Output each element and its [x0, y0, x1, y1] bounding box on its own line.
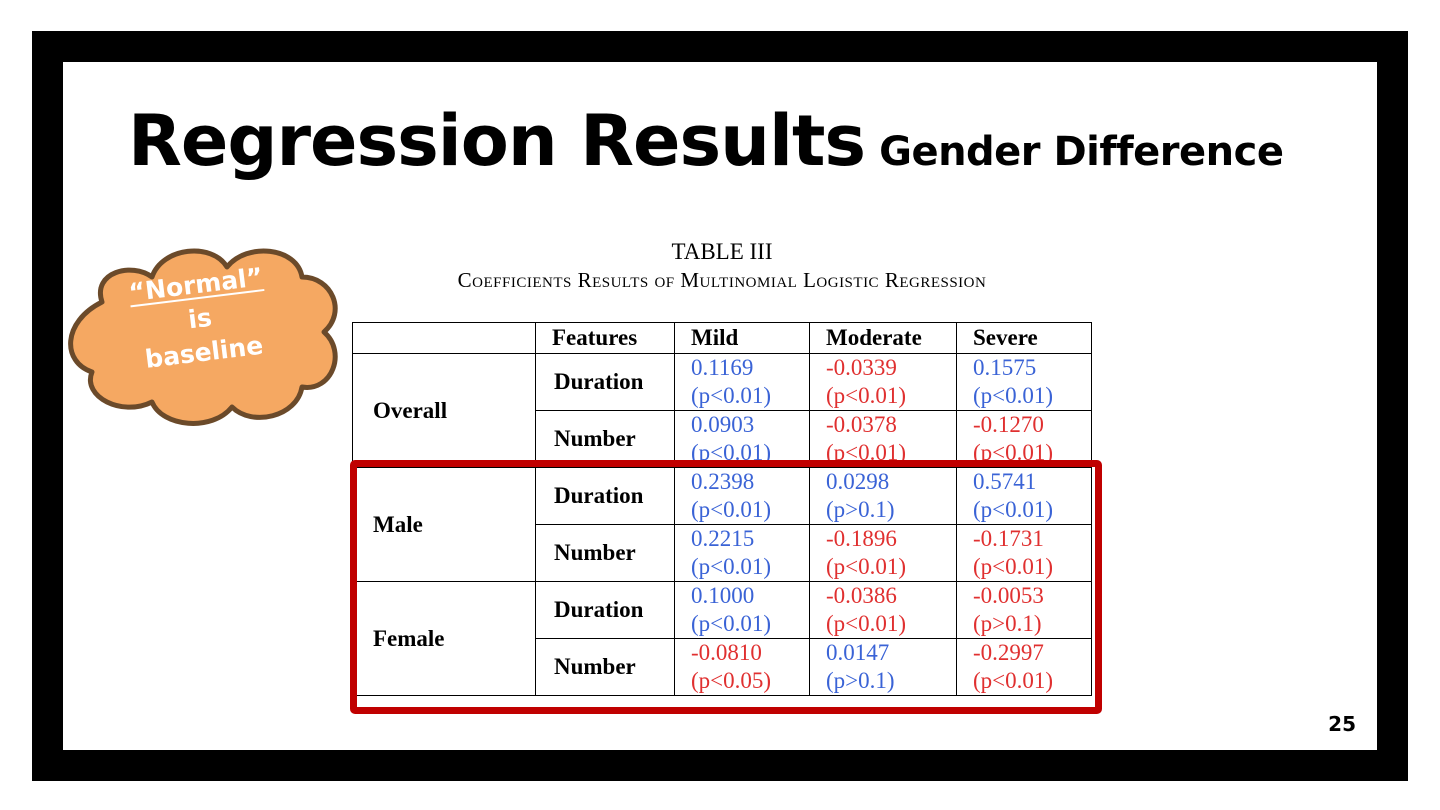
table-row [353, 582, 1092, 639]
coef: -0.2997 [973, 640, 1044, 665]
coef: 0.2215 [691, 526, 755, 551]
coef: -0.0339 [826, 355, 897, 380]
p-value: (p<0.01) [691, 383, 772, 408]
coef: -0.1731 [973, 526, 1044, 551]
p-value: (p<0.01) [973, 440, 1054, 465]
severe-value-cell [957, 525, 1092, 582]
mild-value-cell [675, 582, 810, 639]
p-value: (p>0.1) [826, 497, 895, 522]
header-cell-features: Features [536, 323, 675, 354]
p-value: (p>0.1) [973, 611, 1042, 636]
group-label-female: Female [353, 582, 536, 696]
coef: -0.0810 [691, 640, 762, 665]
feature-label: Number [536, 639, 675, 696]
header-cell-severe: Severe [957, 323, 1092, 354]
coef: -0.1270 [973, 412, 1044, 437]
p-value: (p<0.01) [826, 440, 907, 465]
slide-title: Regression Results [128, 100, 866, 182]
coef: -0.0378 [826, 412, 897, 437]
mild-value-cell [675, 411, 810, 468]
p-value: (p<0.01) [973, 497, 1054, 522]
p-value: (p<0.01) [973, 668, 1054, 693]
table-header-row [353, 323, 1092, 354]
feature-label: Duration [536, 354, 675, 411]
moderate-value-cell [810, 525, 957, 582]
moderate-value-cell [810, 411, 957, 468]
mild-value-cell [675, 639, 810, 696]
p-value: (p<0.01) [691, 554, 772, 579]
moderate-value-cell [810, 639, 957, 696]
header-cell-group [353, 323, 536, 354]
mild-value-cell [675, 468, 810, 525]
p-value: (p<0.01) [826, 611, 907, 636]
coef: -0.0386 [826, 583, 897, 608]
regression-table [352, 322, 1092, 696]
feature-label: Number [536, 411, 675, 468]
slide-title-row [128, 100, 1283, 182]
moderate-value-cell [810, 354, 957, 411]
p-value: (p<0.01) [691, 497, 772, 522]
p-value: (p<0.01) [973, 383, 1054, 408]
coef: 0.1000 [691, 583, 755, 608]
callout-line-baseline: baseline [143, 330, 265, 374]
group-label-male: Male [353, 468, 536, 582]
p-value: (p<0.01) [826, 554, 907, 579]
p-value: (p<0.01) [973, 554, 1054, 579]
severe-value-cell [957, 354, 1092, 411]
severe-value-cell [957, 411, 1092, 468]
table-caption-subtitle: Coefficients Results of Multinomial Logistic Regression [457, 268, 987, 292]
p-value: (p<0.01) [691, 611, 772, 636]
callout-line-normal: “Normal” [127, 262, 265, 308]
mild-value-cell [675, 525, 810, 582]
coef: 0.0147 [826, 640, 890, 665]
table-row [353, 468, 1092, 525]
p-value: (p<0.01) [826, 383, 907, 408]
table-caption-title: TABLE III [671, 239, 773, 264]
page-number: 25 [1328, 712, 1356, 736]
callout-line-is: is [186, 302, 214, 335]
moderate-value-cell [810, 582, 957, 639]
coef: 0.1575 [973, 355, 1037, 380]
table-caption [352, 238, 1092, 294]
severe-value-cell [957, 582, 1092, 639]
moderate-value-cell [810, 468, 957, 525]
coef: -0.0053 [973, 583, 1044, 608]
p-value: (p>0.1) [826, 668, 895, 693]
p-value: (p<0.01) [691, 440, 772, 465]
feature-label: Number [536, 525, 675, 582]
mild-value-cell [675, 354, 810, 411]
header-cell-moderate: Moderate [810, 323, 957, 354]
coef: 0.0298 [826, 469, 890, 494]
feature-label: Duration [536, 582, 675, 639]
coef: 0.2398 [691, 469, 755, 494]
header-cell-mild: Mild [675, 323, 810, 354]
coef: 0.5741 [973, 469, 1037, 494]
slide-subtitle: Gender Difference [879, 129, 1284, 175]
p-value: (p<0.05) [691, 668, 772, 693]
table-row [353, 354, 1092, 411]
severe-value-cell [957, 468, 1092, 525]
coef: 0.0903 [691, 412, 755, 437]
feature-label: Duration [536, 468, 675, 525]
group-label-overall: Overall [353, 354, 536, 468]
severe-value-cell [957, 639, 1092, 696]
coef: 0.1169 [691, 355, 754, 380]
coef: -0.1896 [826, 526, 897, 551]
